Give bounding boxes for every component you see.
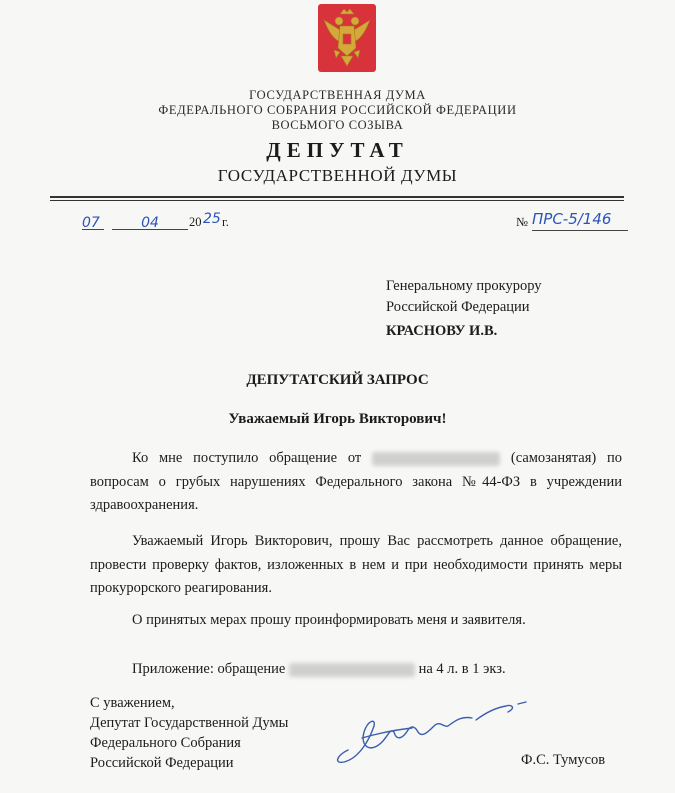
paragraph-1-start: Ко мне поступило обращение от	[132, 450, 362, 466]
org-line-1: ГОСУДАРСТВЕННАЯ ДУМА	[249, 88, 426, 102]
redacted-attachment-name	[289, 663, 415, 677]
signature-block	[90, 693, 288, 773]
addressee-block	[386, 276, 542, 342]
paragraph-1-end: (самозанятая) по вопросам о грубых нарушениях Федерального закона №44-ФЗ в учреждении здравоохранения.	[90, 450, 623, 513]
greeting: Уважаемый Игорь Викторович!	[228, 411, 447, 427]
coat-of-arms-emblem	[318, 4, 376, 72]
signer-title-3: Российской Федерации	[90, 755, 234, 771]
paragraph-3: О принятых мерах прошу проинформировать меня и заявителя.	[132, 612, 526, 628]
attachment-end: на 4 л. в 1 экз.	[418, 661, 506, 677]
header-divider	[50, 196, 624, 198]
date-month-field	[112, 214, 188, 230]
paragraph-1	[90, 447, 622, 518]
date-year-mark: г.	[222, 215, 229, 229]
handwritten-signature	[330, 698, 530, 770]
header-divider-thin	[50, 200, 624, 201]
date-year-prefix: 20	[189, 215, 202, 229]
document-title: ДЕПУТАТСКИЙ ЗАПРОС	[246, 372, 429, 388]
redacted-name	[372, 452, 500, 466]
signer-title-1: Депутат Государственной Думы	[90, 715, 289, 731]
closing: С уважением,	[90, 695, 175, 711]
number-field	[532, 210, 628, 231]
date-month: 04	[141, 215, 159, 231]
attachment-line	[90, 658, 622, 682]
org-line-3: ВОСЬМОГО СОЗЫВА	[271, 118, 404, 132]
signer-title-2: Федерального Собрания	[90, 735, 241, 751]
date-year-suffix: 25	[203, 211, 221, 227]
addressee-line-2: Российской Федерации	[386, 299, 530, 315]
addressee-name: КРАСНОВУ И.В.	[386, 323, 498, 339]
title-deputy: ДЕПУТАТ	[266, 138, 409, 162]
attachment-start: Приложение: обращение	[132, 661, 286, 677]
date-day-field	[82, 214, 104, 230]
signer-name: Ф.С. Тумусов	[521, 752, 606, 768]
addressee-line-1: Генеральному прокурору	[386, 278, 542, 294]
paragraph-2: Уважаемый Игорь Викторович, прошу Вас рассмотреть данное обращение, провести проверку фактов, изложенных в нем и при необходимости принять меры прокурорского реагирования.	[90, 533, 622, 596]
org-line-2: ФЕДЕРАЛЬНОГО СОБРАНИЯ РОССИЙСКОЙ ФЕДЕРАЦИИ	[158, 103, 517, 117]
title-duma: ГОСУДАРСТВЕННОЙ ДУМЫ	[217, 166, 458, 185]
date-day: 07	[82, 215, 100, 231]
number-sign: №	[516, 215, 528, 229]
number-value: ПРС-5/146	[532, 210, 612, 228]
